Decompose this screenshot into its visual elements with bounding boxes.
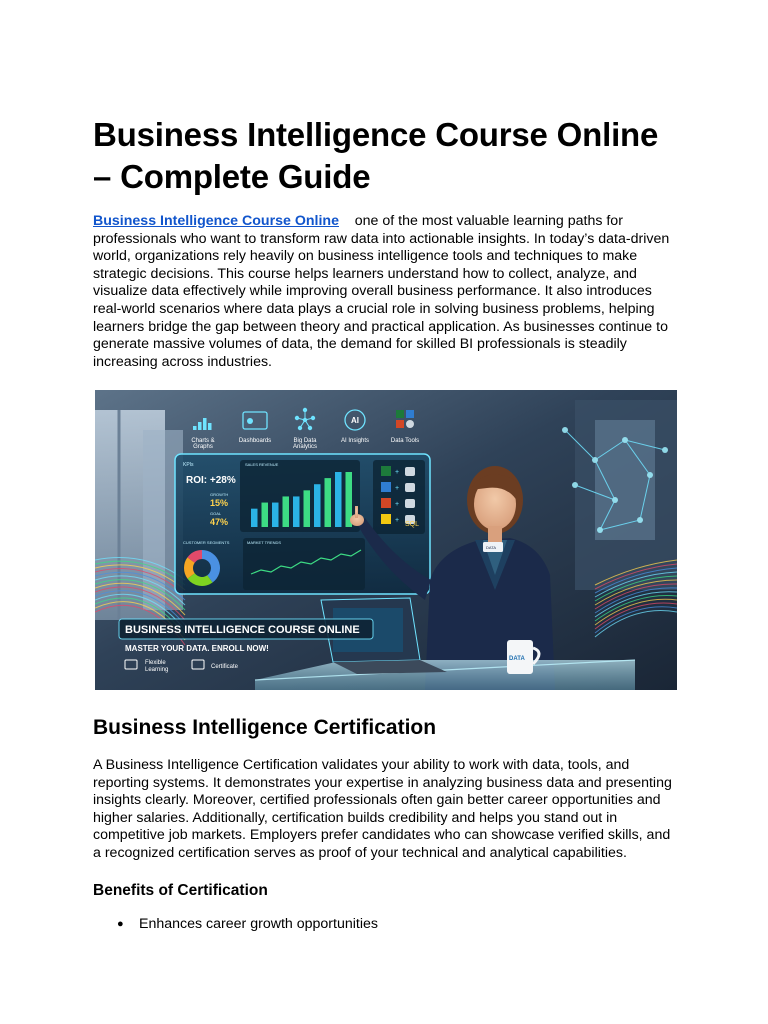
sales-bar <box>272 503 279 527</box>
segments-label: CUSTOMER SEGMENTS <box>183 540 230 545</box>
database-icon <box>405 467 415 476</box>
svg-text:+: + <box>395 485 400 492</box>
tool-icon <box>381 498 391 508</box>
intro-body-text: one of the most valuable learning paths for professionals who want to transform raw data into actionable insights. In today’s data-driven world, organizations rely heavily on business intelligence tools and techniques to make strategic decisions. This course helps learners understand how to collect, analyze, and visualize data effectively while improving overall business performance. It also introduces real-world scenarios where data plays a crucial role in solving business problems, helping learners bridge the gap between theory and practical application. As businesses continue to generate massive volumes of data, the demand for skilled BI professionals is steadily increasing across industries. <box>93 213 670 370</box>
feature-certificate: Certificate <box>211 664 239 670</box>
benefits-heading: Benefits of Certification <box>93 882 268 899</box>
section-paragraph: A Business Intelligence Certification validates your ability to work with data, tools, and reporting systems. It demonstrates your expertise in analyzing business data and presenting insights clearly. Moreover, certified professionals often gain better career opportunities and higher salaries. Additionally, certification builds credibility and helps you stand out in competitive job markets. Employers prefer candidates who can showcase verified skills, and a recognized certification serves as proof of your technical and analytical capabilities. <box>93 757 672 861</box>
svg-text:+: + <box>395 469 400 476</box>
sales-bar <box>262 503 269 527</box>
sales-label: SALES REVENUE <box>245 462 279 467</box>
hero-image <box>95 390 677 690</box>
icon-label: AI Insights <box>340 438 370 444</box>
svg-text:AI: AI <box>351 416 359 425</box>
goal-label: GOAL <box>210 511 222 516</box>
badge-text: DATA <box>486 545 497 550</box>
tool-icon <box>381 514 391 524</box>
list-item <box>93 913 677 935</box>
growth-value: 15% <box>210 498 229 508</box>
kpis-label: KPIs <box>183 462 194 468</box>
svg-text:+: + <box>395 501 400 508</box>
sales-bar <box>293 496 300 527</box>
database-icon <box>405 483 415 492</box>
list-item-text: Enhances career growth opportunities <box>139 916 378 932</box>
growth-label: GROWTH <box>210 492 229 497</box>
roi-value: ROI: +28% <box>186 475 236 486</box>
sales-bar <box>314 484 321 527</box>
icon-label: Graphs <box>193 444 213 450</box>
icon-label: Dashboards <box>238 438 272 444</box>
tool-icon <box>381 466 391 476</box>
icon-label: Data Tools <box>390 438 420 444</box>
sales-bar <box>304 490 311 527</box>
bullet-icon: ● <box>117 918 124 930</box>
database-icon <box>405 499 415 508</box>
page-title: Business Intelligence Course Online – Complete Guide <box>93 116 659 195</box>
banner-title: BUSINESS INTELLIGENCE COURSE ONLINE <box>125 624 360 636</box>
course-link[interactable]: Business Intelligence Course Online <box>93 213 339 229</box>
feature-flexible-line1: Flexible <box>145 660 166 666</box>
icon-label: Charts & <box>191 438 215 444</box>
section-heading: Business Intelligence Certification <box>93 716 437 739</box>
icon-label: Big Data <box>293 438 317 444</box>
tool-icon <box>381 482 391 492</box>
intro-paragraph <box>93 213 677 371</box>
benefits-list <box>93 913 677 935</box>
banner-subtitle: MASTER YOUR DATA. ENROLL NOW! <box>125 644 269 653</box>
goal-value: 47% <box>210 517 229 527</box>
feature-flexible-line2: Learning <box>145 667 169 673</box>
sql-label: SQL <box>405 521 420 528</box>
sales-bar <box>283 496 290 527</box>
icon-label: Analytics <box>292 444 318 450</box>
svg-text:+: + <box>395 517 400 524</box>
mug-text: DATA <box>509 656 525 662</box>
sales-bar <box>251 509 258 527</box>
sales-bar <box>325 478 332 527</box>
trends-label: MARKET TRENDS <box>247 540 282 545</box>
sales-bar <box>335 472 342 527</box>
